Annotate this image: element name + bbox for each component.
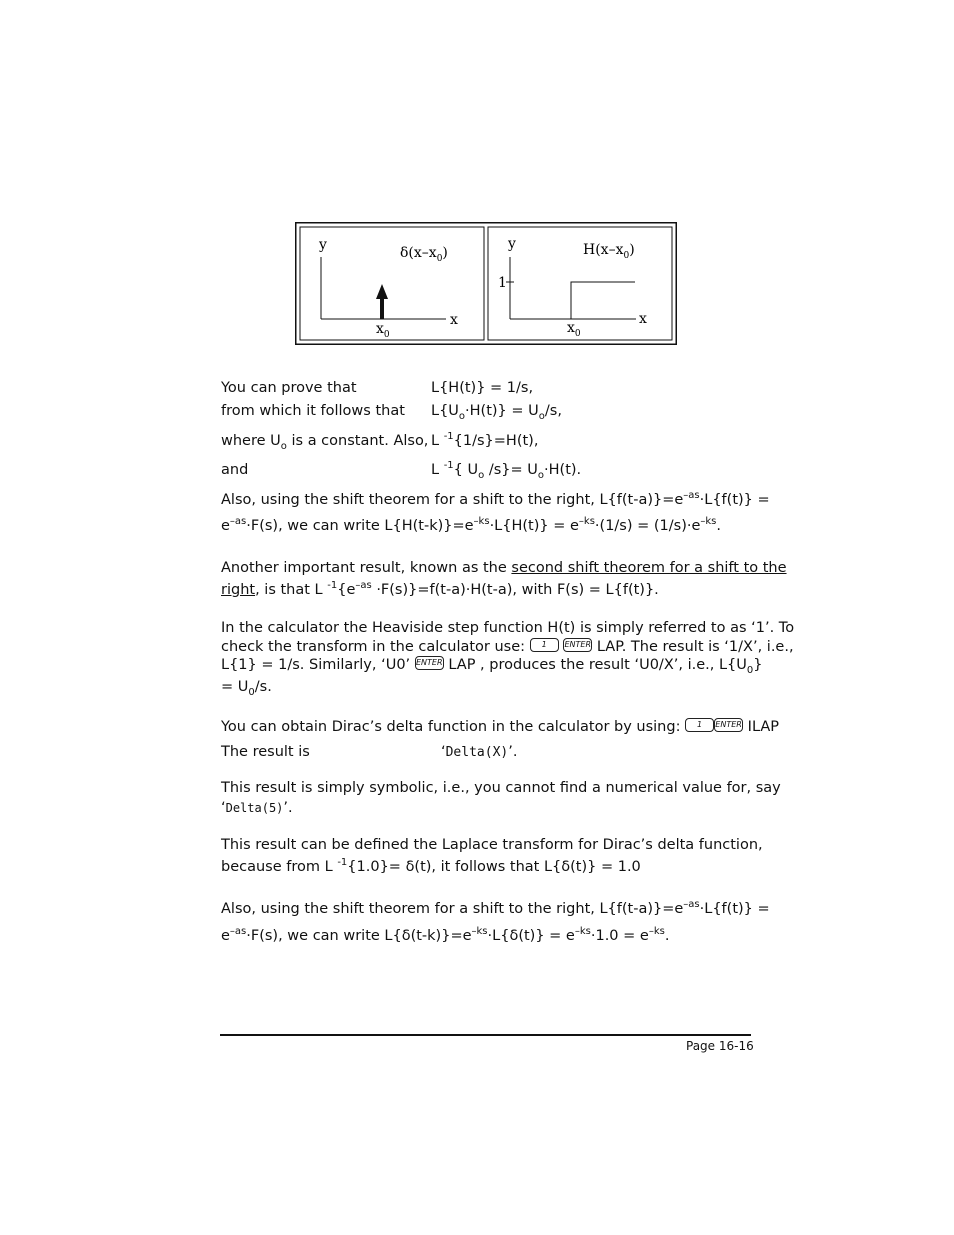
- row3-right: L $^{-1}${1/s}=H(t),: [431, 431, 539, 449]
- row1-right: L{H(t)} = 1/s,: [431, 380, 534, 396]
- shift2-line1: Also, using the shift theorem for a shift to the right, $L\{f(t-a)\}=e^{-as}\cdot L\{f(t)\}$ =: [221, 899, 770, 917]
- dirac-line2-left: The result is: [221, 744, 310, 760]
- enter-key-icon: ENTER: [714, 718, 743, 732]
- defined-line2: because from L $^{-1}${1.0}= δ(t), it follows that L{δ(t)} = 1.0: [221, 857, 641, 875]
- second-shift-line1: Another important result, known as the second shift theorem for a shift to the: [221, 560, 787, 576]
- right-x-axis-label: x: [639, 311, 647, 327]
- heaviside-step-line: [571, 282, 635, 319]
- one-key-icon: 1: [530, 638, 559, 652]
- heaviside-line1: In the calculator the Heaviside step function H(t) is simply referred to as ‘1’. To: [221, 620, 795, 636]
- delta-impulse-shaft: [380, 297, 384, 319]
- shift1-line1: Also, using the shift theorem for a shift to the right, $L\{f(t-a)\}=e^{-as}\cdot L\{f(t)\}$ =: [221, 490, 770, 508]
- right-x0-label: $x_0$: [567, 320, 581, 339]
- delta-heaviside-figure: [295, 222, 677, 345]
- row4-right: L $^{-1}${ $U_o$ $/s\}= U_o\cdot H(t)$.: [431, 460, 582, 481]
- symbolic-line1: This result is simply symbolic, i.e., you cannot find a numerical value for, say: [221, 780, 781, 796]
- row2-right: $L\{U_o\cdot H(t)\} = U_o/s$,: [431, 403, 562, 422]
- enter-key-icon: ENTER: [563, 638, 592, 652]
- left-y-axis-label: y: [319, 237, 327, 253]
- figure-outer-frame: [296, 223, 677, 345]
- heaviside-function-label: $H(x-x_0)$: [583, 242, 635, 261]
- enter-key-icon: ENTER: [415, 656, 444, 670]
- right-y-axis-label: y: [508, 236, 516, 252]
- shift2-line2: $e^{-as}\cdot F(s)$, we can write $L\{\delta(t-k)\}=e^{-ks}\cdot L\{\delta(t)\} = e^{-ks}\cdot 1.0 = e^{-ks}$.: [221, 926, 670, 944]
- dirac-result: ‘Delta(X)’.: [441, 744, 518, 760]
- delta-function-label: $\delta(x-x_0)$: [400, 245, 448, 264]
- left-x0-label: $x_0$: [376, 321, 390, 340]
- dirac-line1: You can obtain Dirac’s delta function in the calculator by using: 1 ENTER ILAP: [221, 719, 780, 735]
- heaviside-line2: check the transform in the calculator use: 1 ENTER LAP. The result is ‘1/X’, i.e.,: [221, 639, 794, 655]
- heaviside-line3: L{1} = 1/s. Similarly, ‘U0’ ENTER LAP , produces the result ‘U0/X’, i.e., $L\{U_0\}$: [221, 657, 763, 676]
- page-number: Page 16-16: [686, 1039, 754, 1053]
- row3-left: where $U_o$ is a constant. Also,: [221, 433, 429, 452]
- heaviside-line4: = $U_0/s$.: [221, 679, 272, 698]
- row4-left: and: [221, 462, 249, 478]
- shift1-line2: $e^{-as}\cdot F(s)$, we can write $L\{H(t-k)\}=e^{-ks}\cdot L\{H(t)\} = e^{-ks}\cdot(1/s) = (1/s)\cdot e^{-ks}$.: [221, 516, 722, 534]
- symbolic-line2: ‘Delta(5)’.: [221, 800, 293, 816]
- second-shift-line2: right, is that L $^{-1}\{e^{-as} \cdot F(s)\}=f(t-a)\cdot H(t-a)$, with F(s) = L{f(t)}.: [221, 580, 659, 598]
- one-key-icon: 1: [685, 718, 714, 732]
- left-x-axis-label: x: [450, 312, 458, 328]
- footer-rule: [220, 1034, 751, 1036]
- delta-impulse-arrowhead: [376, 284, 388, 299]
- row2-left: from which it follows that: [221, 403, 405, 419]
- row1-left: You can prove that: [221, 380, 357, 396]
- defined-line1: This result can be defined the Laplace transform for Dirac’s delta function,: [221, 837, 763, 853]
- right-tick-label: 1: [498, 275, 507, 291]
